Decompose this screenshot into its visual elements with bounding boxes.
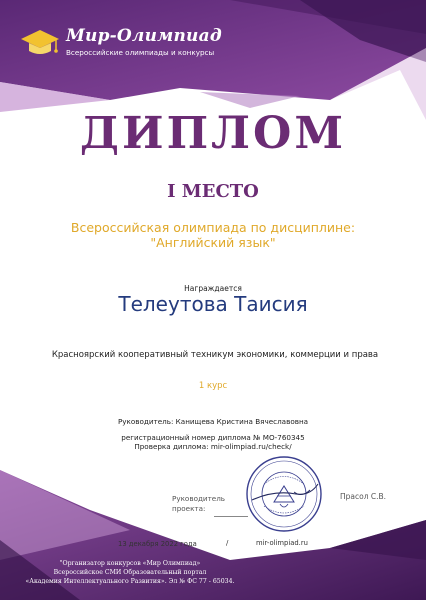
footer-line-2: Всероссийское СМИ Образовательный портал	[53, 569, 207, 576]
separator: /	[226, 539, 229, 547]
signatory-name: Прасол С.В.	[340, 492, 387, 501]
registration-number: регистрационный номер диплома № МО-760345	[121, 433, 305, 442]
website-link[interactable]: mir-olimpiad.ru	[256, 539, 308, 547]
recipient-name: Телеутова Таисия	[118, 292, 308, 316]
logo[interactable]	[20, 24, 230, 64]
logo-title: Мир-Олимпиад	[66, 26, 222, 46]
course-label: 1 курс	[198, 381, 228, 391]
discipline-line-1: Всероссийская олимпиада по дисциплине:	[70, 220, 356, 235]
place-label: I МЕСТО	[167, 181, 259, 202]
signature-label: Руководитель проекта:	[172, 494, 226, 513]
signature-line	[214, 516, 248, 517]
diploma-title: ДИПЛОМ	[79, 108, 347, 159]
issue-date: 13 декабря 2022 года	[118, 540, 197, 548]
supervisor-line: Руководитель: Канищева Кристина Вячеславовна	[117, 417, 309, 426]
logo-subtitle: Всероссийские олимпиады и конкурсы	[66, 48, 215, 57]
awarded-label: Награждается	[184, 284, 242, 293]
footer-info	[0, 559, 260, 586]
graduation-cap-icon	[20, 28, 60, 58]
discipline-line-2: "Английский язык"	[150, 235, 276, 250]
footer-line-3: «Академия Интеллектуального Развития». Эл № ФС 77 - 65034.	[25, 578, 235, 585]
official-seal-icon	[244, 454, 324, 534]
organization-name: Красноярский кооперативный техникум экономики, коммерции и права	[51, 350, 379, 360]
discipline-text	[40, 220, 386, 250]
check-url[interactable]: Проверка диплома: mir-olimpiad.ru/check/	[134, 442, 292, 451]
footer-line-1: "Организатор конкурсов «Мир Олимпиад»	[59, 560, 201, 567]
